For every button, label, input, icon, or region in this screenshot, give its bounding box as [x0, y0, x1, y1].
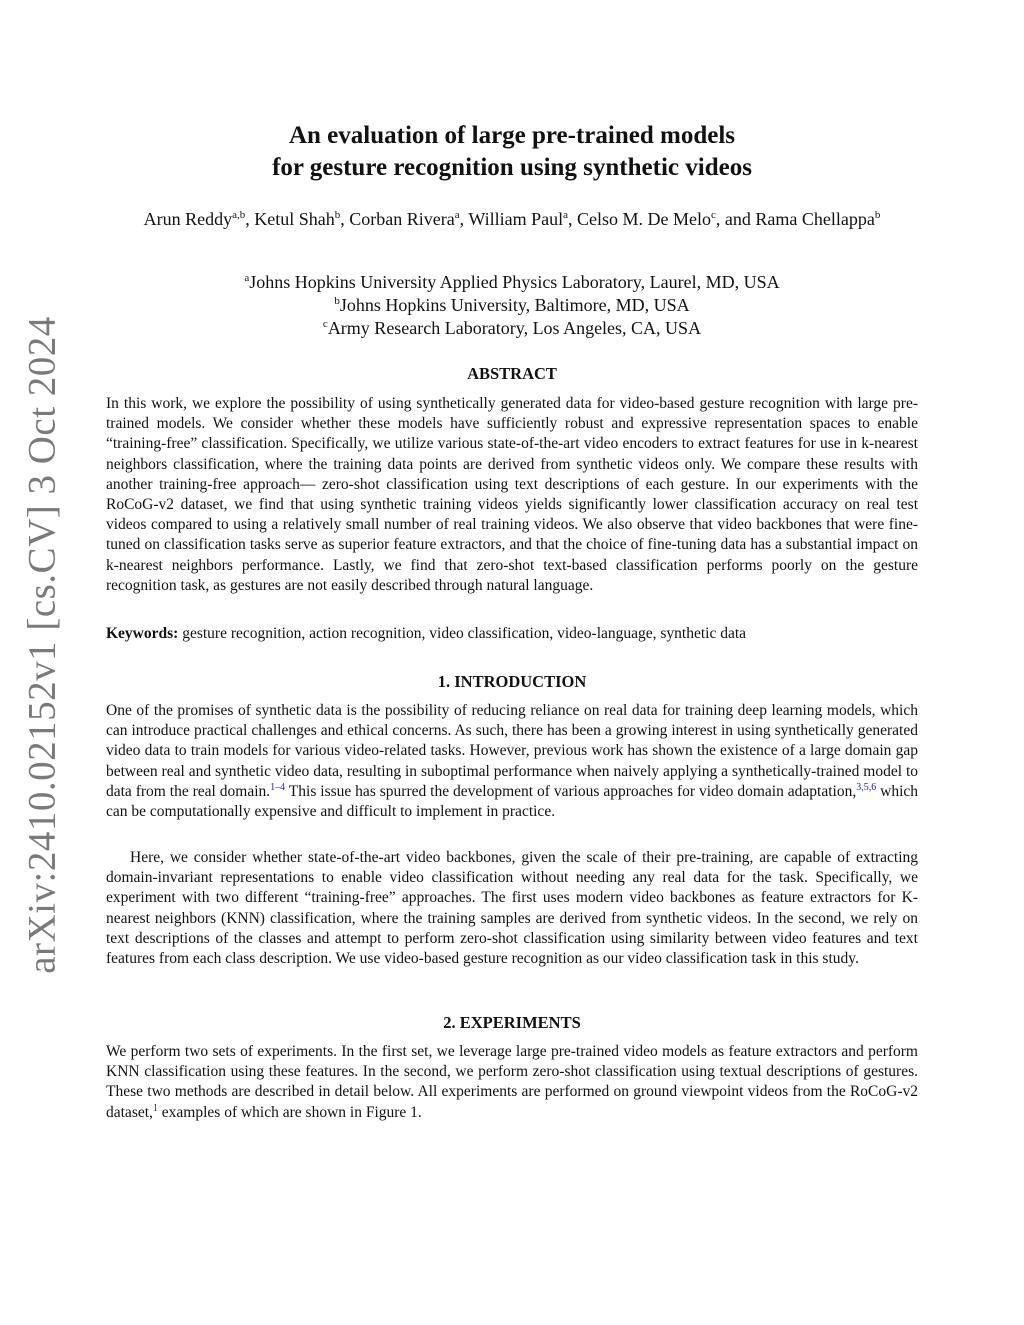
affiliation: $^c$Army Research Laboratory, Los Angeles, CA, USA	[322, 318, 702, 338]
affiliation-list	[100, 271, 924, 340]
introduction-paragraph-2: Here, we consider whether state-of-the-art video backbones, given the scale of their pre-training, are capable of extracting domain-invariant representations to enable video classification without needing any real data for the task. Specifically, we experiment with two different “training-free” approaches. The first uses modern video backbones as feature extractors for K-nearest neighbors (KNN) classification, where the training samples are derived from synthetic videos. In the second, we rely on text descriptions of the classes and attempt to perform zero-shot classification using similarity between video features and text features from each class description. We use video-based gesture recognition as our video classification task in this study.	[106, 849, 918, 968]
introduction-paragraph-1: One of the promises of synthetic data is the possibility of reducing reliance on real data for training deep learning models, which can introduce practical challenges and ethical concerns. As such, there has been a growing interest in using synthetically generated video data to train models for various video-related tasks. However, previous work has shown the existence of a large domain gap between real and synthetic video data, resulting in suboptimal performance when naively applying a synthetically-trained model to data from the real domain.$^{1-4}$ This issue has spurred the development of various approaches for video domain adaptation,$^{3,5,6}$ which can be computationally expensive and difficult to implement in practice.	[106, 702, 919, 821]
affiliation: $^a$Johns Hopkins University Applied Physics Laboratory, Laurel, MD, USA	[244, 272, 780, 292]
affiliation: $^b$Johns Hopkins University, Baltimore, MD, USA	[334, 295, 690, 315]
citation-link[interactable]: 1	[152, 1102, 158, 1114]
citation-link[interactable]: 1–4	[270, 781, 286, 793]
author-list: Arun Reddy$^{a,b}$, Ketul Shah$^b$, Corban Rivera$^a$, William Paul$^a$, Celso M. De Melo$^c$, and Rama Chellappa$^b$	[143, 209, 881, 229]
keywords-text: gesture recognition, action recognition, video classification, video-language, synthetic data	[182, 625, 747, 642]
author: Corban Rivera$^a$	[349, 209, 460, 229]
author: Ketul Shah$^b$	[254, 209, 341, 229]
author: William Paul$^a$	[468, 209, 568, 229]
title-line-2: for gesture recognition using synthetic videos	[272, 154, 752, 181]
author: Celso M. De Melo$^c$	[576, 209, 716, 229]
title-line-1: An evaluation of large pre-trained models	[288, 122, 736, 149]
experiments-heading: 2. EXPERIMENTS	[443, 1013, 581, 1032]
abstract-heading: ABSTRACT	[467, 364, 557, 383]
experiments-paragraph-1: We perform two sets of experiments. In the first set, we leverage large pre-trained video models as feature extractors and perform KNN classification using these features. In the second, we perform zero-shot classification using textual descriptions of gestures. These two methods are described in detail below. All experiments are performed on ground viewpoint videos from the RoCoG-v2 dataset,$^1$ examples of which are shown in Figure 1.	[106, 1043, 918, 1121]
paper-title	[180, 120, 844, 184]
citation-link[interactable]: 3,5,6	[856, 781, 877, 793]
arxiv-side-stamp: arXiv:2410.02152v1 [cs.CV] 3 Oct 2024	[20, 316, 64, 974]
author: Rama Chellappa$^b$	[755, 209, 881, 229]
introduction-heading: 1. INTRODUCTION	[437, 672, 587, 691]
abstract-text: In this work, we explore the possibility of using synthetically generated data for video-based gesture recognition with large pre-trained models. We consider whether these models have sufficiently robust and expressive representation spaces to enable “training-free” classification. Specifically, we utilize various state-of-the-art video encoders to extract features for use in k-nearest neighbors classification, where the training data points are derived from synthetic videos only. We compare these results with another training-free approach— zero-shot classification using text descriptions of each gesture. In our experiments with the RoCoG-v2 dataset, we find that using synthetic training videos yields significantly lower classification accuracy on real test videos compared to using a relatively small number of real training videos. We also observe that video backbones that were fine-tuned on classification tasks serve as superior feature extractors, and that the choice of fine-tuning data has a substantial impact on k-nearest neighbors performance. Lastly, we find that zero-shot text-based classification performs poorly on the gesture recognition task, as gestures are not easily described through natural language.	[106, 395, 918, 594]
keywords	[106, 624, 918, 644]
keywords-label: Keywords:	[106, 625, 179, 642]
author: Arun Reddy$^{a,b}$	[143, 209, 246, 229]
